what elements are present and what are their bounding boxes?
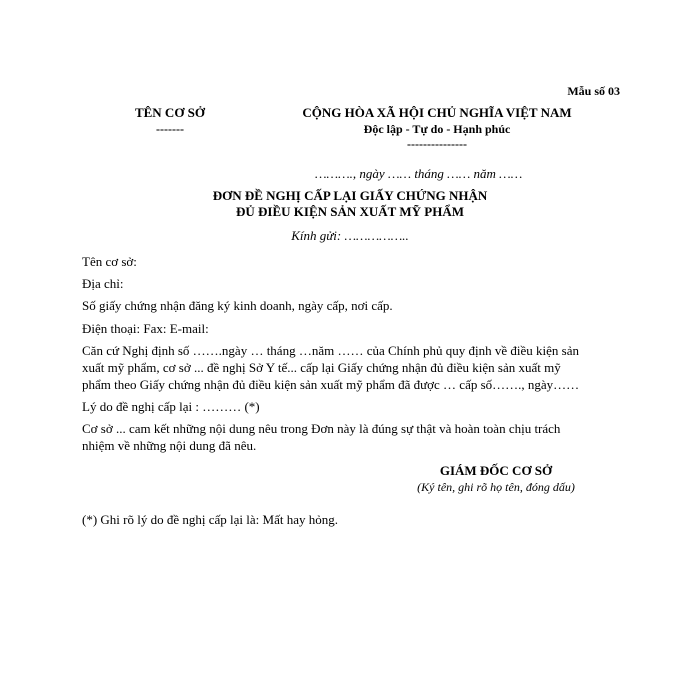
field-contact: Điện thoại: Fax: E-mail: <box>82 321 209 336</box>
org-label: TÊN CƠ SỞ <box>134 105 206 120</box>
field-address: Địa chỉ: <box>82 276 124 291</box>
recipient-line: Kính gửi: …………….. <box>291 228 409 243</box>
basis-line-3: phẩm theo Giấy chứng nhận đủ điều kiện sản xuất mỹ phẩm đã được … cấp số……., ngày…… <box>82 377 580 392</box>
field-name: Tên cơ sở: <box>82 254 137 269</box>
signature-note: (Ký tên, ghi rõ họ tên, đóng dấu) <box>417 480 575 494</box>
date-line: ………., ngày …… tháng …… năm …… <box>315 166 523 181</box>
commitment-line-2: nhiệm về những nội dung đã nêu. <box>82 438 257 453</box>
field-license: Số giấy chứng nhận đăng ký kinh doanh, ngày cấp, nơi cấp. <box>82 298 393 313</box>
signature-title: GIÁM ĐỐC CƠ SỞ <box>439 463 553 478</box>
commitment-line-1: Cơ sở ... cam kết những nội dung nêu trong Đơn này là đúng sự thật và hoàn toàn chịu trách <box>82 421 561 436</box>
national-motto: Độc lập - Tự do - Hạnh phúc <box>363 122 511 136</box>
basis-line-1: Căn cứ Nghị định số …….ngày … tháng …năm …… của Chính phủ quy định về điều kiện sản <box>82 343 580 358</box>
footnote: (*) Ghi rõ lý do đề nghị cấp lại là: Mất hay hỏng. <box>82 512 338 527</box>
org-dashes: ------- <box>156 122 184 136</box>
reason-line: Lý do đề nghị cấp lại : ……… (*) <box>82 399 260 414</box>
form-number: Mẫu số 03 <box>567 84 620 98</box>
country-name: CỘNG HÒA XÃ HỘI CHỦ NGHĨA VIỆT NAM <box>302 105 572 120</box>
document-title-line1: ĐƠN ĐỀ NGHỊ CẤP LẠI GIẤY CHỨNG NHẬN <box>212 188 488 203</box>
motto-dashes: --------------- <box>407 137 467 151</box>
basis-line-2: xuất mỹ phẩm, cơ sở ... đề nghị Sở Y tế... cấp lại Giấy chứng nhận đủ điều kiện sản xuất mỹ <box>82 360 561 375</box>
document-title-line2: ĐỦ ĐIỀU KIỆN SẢN XUẤT MỸ PHẨM <box>236 204 464 219</box>
